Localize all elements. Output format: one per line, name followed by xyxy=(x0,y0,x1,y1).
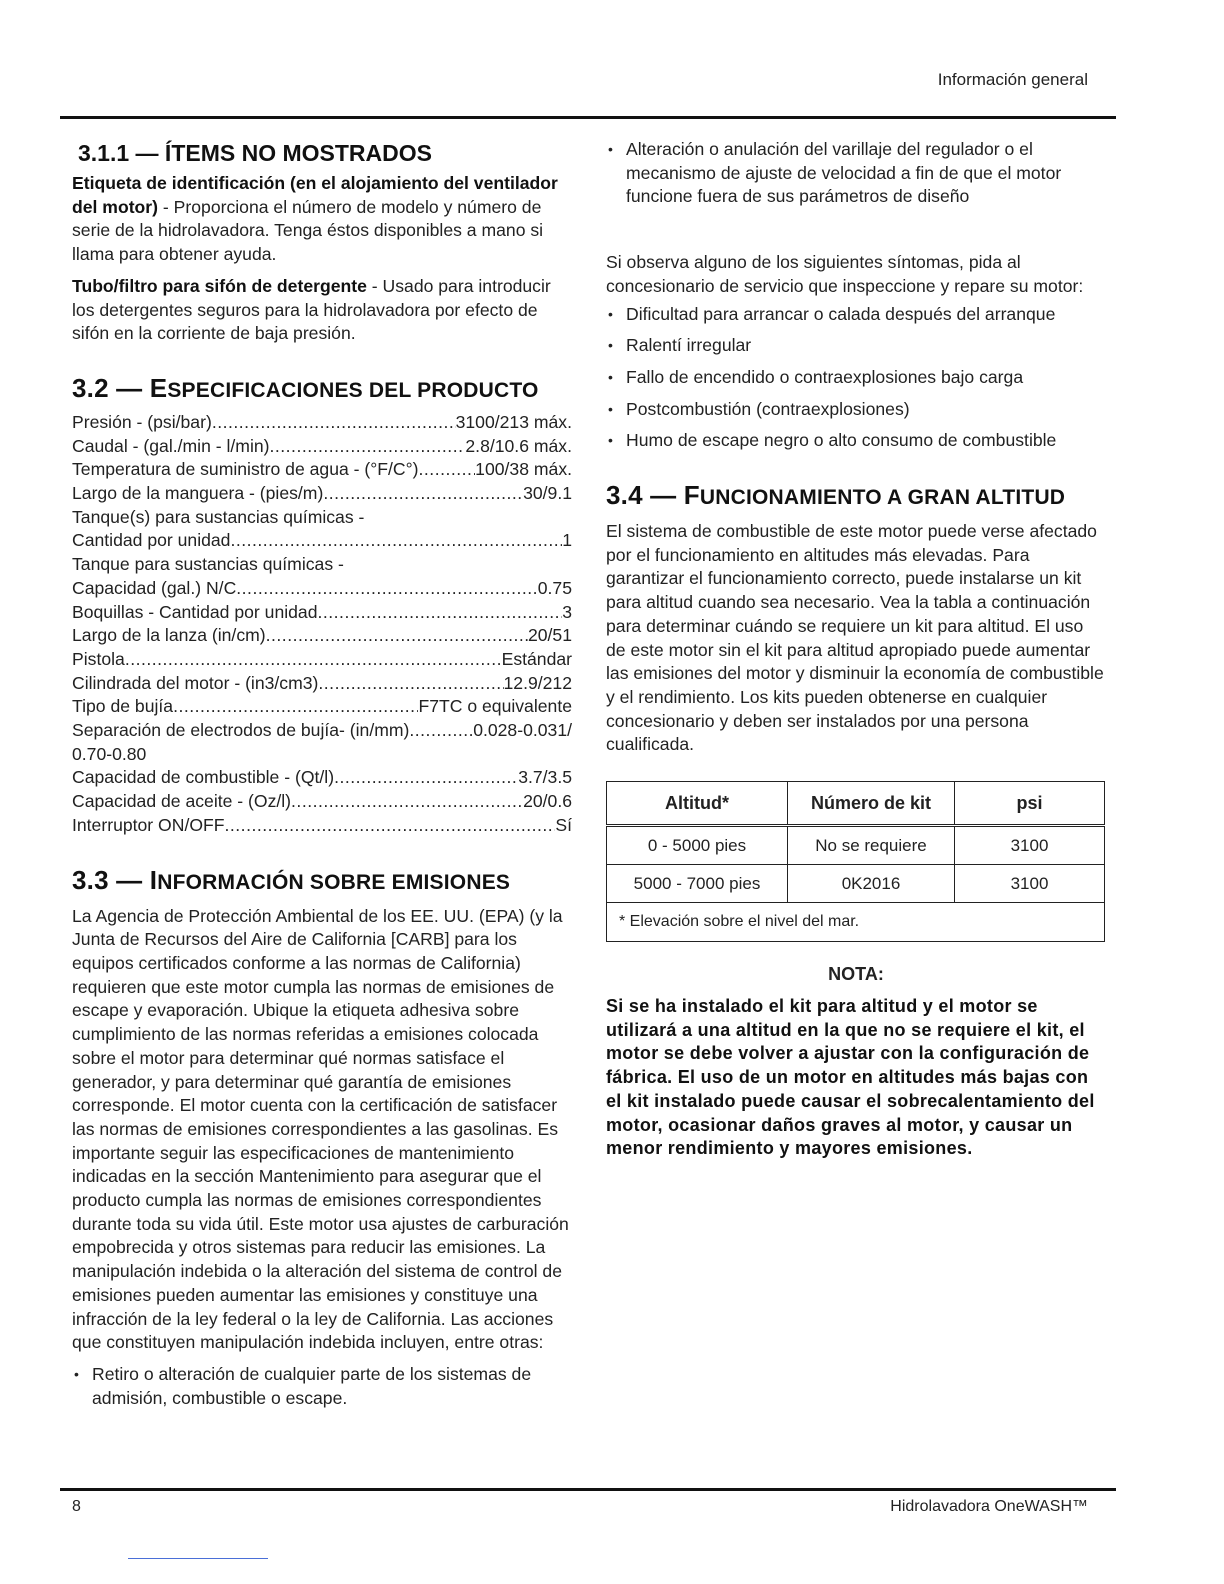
list-item: • Alteración o anulación del varillaje del regulador o el mecanismo de ajuste de velocidad a fin de que el motor funcione fuera de sus parámetros de diseño xyxy=(606,138,1106,209)
column-header: Altitud* xyxy=(607,782,788,826)
table-cell: 3100 xyxy=(955,826,1105,865)
column-header: Número de kit xyxy=(788,782,955,826)
section-3-2-number: 3.2 — E xyxy=(72,372,168,403)
siphon-tube-desc: - Usado para introducir los detergentes seguros para la hidrolavadora por efecto de sifón en la corriente de baja presión. xyxy=(72,275,551,344)
id-tag-paragraph xyxy=(72,172,572,267)
spec-value: 3.7/3.5 xyxy=(518,767,572,788)
spec-value: 100/38 máx. xyxy=(475,459,572,480)
spec-label: Caudal - (gal./min - l/min) xyxy=(72,435,270,456)
list-item: • Fallo de encendido o contraexplosiones bajo carga xyxy=(606,366,1106,390)
spec-label: Presión - (psi/bar) xyxy=(72,411,212,432)
siphon-tube-term: Tubo/filtro para sifón de detergente xyxy=(72,275,367,296)
spec-row xyxy=(72,814,572,838)
table-cell: 0K2016 xyxy=(788,865,955,903)
spec-value: 0.75 xyxy=(537,577,572,598)
spec-row xyxy=(72,695,572,719)
spec-row xyxy=(72,766,572,790)
spec-row xyxy=(72,435,572,459)
spec-label: Capacidad de combustible - (Qt/l) xyxy=(72,767,335,788)
id-tag-desc: - Proporciona el número de modelo y número de serie de la hidrolavadora. Tenga éstos disponibles a mano si llama para obtener ayuda. xyxy=(72,196,544,265)
section-3-3-number: 3.3 — I xyxy=(72,864,158,895)
spec-value: 12.9/212 xyxy=(503,672,572,693)
spec-value: 2.8/10.6 máx. xyxy=(465,435,572,456)
spec-row xyxy=(72,719,572,743)
header-rule xyxy=(60,116,1116,119)
section-3-2-heading: SPECIFICACIONES DEL PRODUCTO xyxy=(167,378,539,402)
spec-value: F7TC o equivalente xyxy=(418,696,572,717)
list-item: • Postcombustión (contraexplosiones) xyxy=(606,398,1106,422)
spec-label: Largo de la manguera - (pies/m) xyxy=(72,483,324,504)
table-footnote: * Elevación sobre el nivel del mar. xyxy=(607,903,1105,942)
spec-value: 1 xyxy=(562,530,572,551)
section-3-4-number: 3.4 — F xyxy=(606,480,700,511)
list-item: • Retiro o alteración de cualquier parte de los sistemas de admisión, combustible o escape. xyxy=(72,1363,572,1410)
spec-value: 0.028-0.031/ xyxy=(473,720,572,741)
symptoms-intro: Si observa alguno de los siguientes síntomas, pida al concesionario de servicio que inspeccione y repare su motor: xyxy=(606,252,1084,296)
note-text: Si se ha instalado el kit para altitud y el motor se utilizará a una altitud en la que no se requiere el kit, el motor se debe volver a ajustar con la configuración de fábrica. El uso de un motor en altitudes más bajas con el kit instalado puede causar el sobrecalentamiento del motor, ocasionar daños graves al motor, y causar un menor rendimiento y mayores emisiones. xyxy=(606,996,1095,1159)
spec-label: Pistola xyxy=(72,648,125,669)
list-item: • Humo de escape negro o alto consumo de combustible xyxy=(606,429,1106,453)
spec-continuation: 0.70-0.80 xyxy=(72,743,147,764)
table-cell: 5000 - 7000 pies xyxy=(607,865,788,903)
table-cell: 0 - 5000 pies xyxy=(607,826,788,865)
column-header: psi xyxy=(955,782,1105,826)
section-3-2-title xyxy=(72,372,572,407)
spec-row xyxy=(72,458,572,482)
spec-value: 3 xyxy=(562,601,572,622)
spec-label: Boquillas - Cantidad por unidad xyxy=(72,601,318,622)
spec-label: Capacidad de aceite - (Oz/l) xyxy=(72,791,292,812)
tampering-list-cont xyxy=(606,138,1106,209)
footer-rule xyxy=(60,1488,1116,1491)
list-item: • Dificultad para arrancar o calada después del arranque xyxy=(606,303,1106,327)
table-cell: 3100 xyxy=(955,865,1105,903)
table-row xyxy=(607,865,1105,903)
table-cell: No se requiere xyxy=(788,826,955,865)
table-header-row xyxy=(607,782,1105,826)
right-column xyxy=(606,136,1106,1161)
id-tag-term: Etiqueta de identificación (en el alojamiento del ventilador del motor) xyxy=(72,173,558,217)
spec-row xyxy=(72,411,572,435)
section-3-4-heading: UNCIONAMIENTO A GRAN ALTITUD xyxy=(699,486,1066,510)
spec-value: 20/0.6 xyxy=(523,791,572,812)
tampering-list xyxy=(72,1363,572,1410)
footer-product-title: Hidrolavadora OneWASH™ xyxy=(890,1498,1088,1515)
spec-row xyxy=(72,577,572,601)
list-item: • Ralentí irregular xyxy=(606,334,1106,358)
table-footnote-row xyxy=(607,903,1105,942)
spec-row xyxy=(72,624,572,648)
spec-value: 30/9.1 xyxy=(523,483,572,504)
symptoms-list xyxy=(606,303,1106,454)
spec-label: Cantidad por unidad xyxy=(72,530,231,551)
spec-row xyxy=(72,790,572,814)
footer-link-line xyxy=(128,1558,268,1559)
spec-label: Separación de electrodos de bujía- (in/mm) xyxy=(72,720,410,741)
spec-row xyxy=(72,529,572,553)
spec-label: Capacidad (gal.) N/C xyxy=(72,577,237,598)
spec-row xyxy=(72,482,572,506)
spec-label: Largo de la lanza (in/cm) xyxy=(72,625,266,646)
altitude-paragraph: El sistema de combustible de este motor puede verse afectado por el funcionamiento en altitudes más elevadas. Para garantizar el funcionamiento correcto, puede instalarse un kit para altitud cuando sea necesario. Vea la tabla a continuación para determinar cuándo se requiere un kit para altitud. El uso de este motor sin el kit para altitud apropiado puede aumentar las emisiones del motor y disminuir la economía de combustible y el rendimiento. Los kits pueden obtenerse en cualquier concesionario y deben ser instalados por una persona cualificada. xyxy=(606,521,1104,755)
spec-group-label: Tanque(s) para sustancias químicas - xyxy=(72,506,365,527)
section-3-3-title xyxy=(72,864,572,899)
altitude-table xyxy=(606,781,1105,942)
left-column xyxy=(72,136,572,1410)
running-header: Información general xyxy=(937,70,1088,89)
spec-row xyxy=(72,672,572,696)
section-3-3-heading: NFORMACIÓN SOBRE EMISIONES xyxy=(157,870,511,894)
spec-label: Cilindrada del motor - (in3/cm3) xyxy=(72,672,319,693)
spec-value: 20/51 xyxy=(527,625,572,646)
spec-value: Estándar xyxy=(501,648,572,669)
section-3-4-title xyxy=(606,479,1106,514)
spec-row xyxy=(72,601,572,625)
note-title: NOTA: xyxy=(828,964,884,985)
spec-group-label: Tanque para sustancias químicas - xyxy=(72,554,344,575)
page-number: 8 xyxy=(72,1498,81,1515)
table-row xyxy=(607,826,1105,865)
spec-list xyxy=(72,411,572,838)
spec-row xyxy=(72,648,572,672)
spec-value: 3100/213 máx. xyxy=(455,411,572,432)
spec-label: Tipo de bujía xyxy=(72,696,174,717)
spec-value: Sí xyxy=(555,814,572,835)
section-3-1-1-title: 3.1.1 — ÍTEMS NO MOSTRADOS xyxy=(78,140,432,166)
siphon-tube-paragraph xyxy=(72,275,572,346)
spec-label: Temperatura de suministro de agua - (°F/C°) xyxy=(72,459,419,480)
emissions-paragraph: La Agencia de Protección Ambiental de los EE. UU. (EPA) (y la Junta de Recursos del Aire de California [CARB] para los equipos certificados conforme a las normas de California) requieren que este motor cumpla las normas de emisiones de escape y evaporación. Ubique la etiqueta adhesiva sobre cumplimiento de las normas referidas a emisiones colocada sobre el motor para determinar qué normas satisface el generador, y para determinar qué garantía de emisiones corresponde. El motor cuenta con la certificación de satisfacer las normas de emisiones correspondientes a las gasolinas. Es importante seguir las especificaciones de mantenimiento indicadas en la sección Mantenimiento para asegurar que el producto cumpla las normas de emisiones correspondientes durante toda su vida útil. Este motor usa ajustes de carburación empobrecida y otros sistemas para reducir las emisiones. La manipulación indebida o la alteración del sistema de control de emisiones pueden aumentar las emisiones y constituye una infracción de la ley federal o la ley de California. Las acciones que constituyen manipulación indebida incluyen, entre otras: xyxy=(72,905,569,1353)
spec-label: Interruptor ON/OFF xyxy=(72,814,225,835)
